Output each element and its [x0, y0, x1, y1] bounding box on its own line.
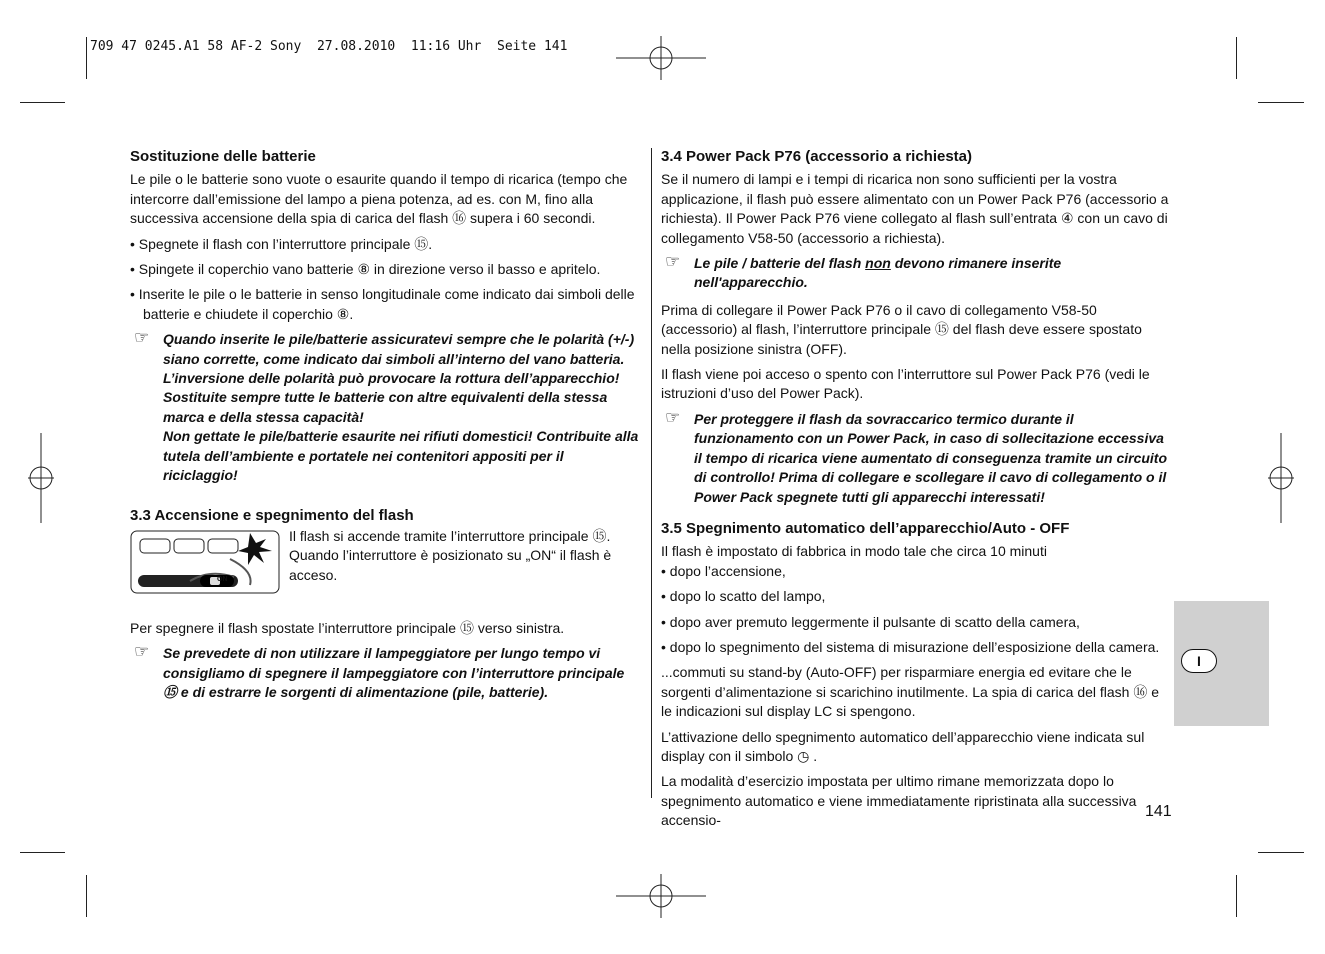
paragraph: L’attivazione dello spegnimento automatico dell’apparecchio viene indicata sul display con il simbolo ◷ . — [661, 728, 1145, 764]
switch-block — [130, 529, 640, 601]
note-text — [694, 254, 1171, 293]
warning-note — [130, 330, 640, 485]
crop-mark — [86, 37, 87, 79]
note-text: Se prevedete di non utilizzare il lampeggiatore per lungo tempo vi consigliamo di spegnere il lampeggiatore con l’interruttore principale ⑮ e di estrarre le sorgenti di alimentazione (pile, batterie). — [163, 645, 625, 701]
section-title: Sostituzione delle batterie — [130, 148, 316, 165]
note-text: Per proteggere il flash da sovraccarico termico durante il funzionamento con un Power Pack, in caso di sollecitazione eccessiva il tempo di ricarica viene aumentato di conseguenza tramite un circuito di controllo! Prima di collegare e scollegare il cavo di collegamento o il Power Pack spegnete tutti gli apparecchi interessati! — [694, 410, 1168, 505]
paragraph: Il flash si accende tramite l’interruttore principale ⑮. Quando l’interruttore è posizionato su „ON“ il flash è acceso. — [289, 527, 612, 583]
section-title: 3.4 Power Pack P76 (accessorio a richiesta) — [661, 148, 973, 165]
registration-mark-icon — [1268, 433, 1294, 523]
list-item: • dopo lo scatto del lampo, — [661, 588, 826, 605]
paragraph: Per spegnere il flash spostate l’interruttore principale ⑮ verso sinistra. — [130, 619, 565, 636]
paragraph: ...commuti su stand-by (Auto-OFF) per risparmiare energia ed evitare che le sorgenti d’alimentazione si scarichino inutilmente. La spia di carica del flash ⑯ e le indicazioni sul display LC si spengono. — [661, 664, 1160, 720]
list-item: • Spingete il coperchio vano batterie ⑧ in direzione verso il basso e apritelo. — [130, 261, 601, 278]
note-text: Non gettate le pile/batterie esaurite nei rifiuti domestici! Contribuite alla tutela dell’ambiente e portatele nei contenitori appositi per il riciclaggio! — [163, 428, 639, 484]
section-title: 3.5 Spegnimento automatico dell’apparecchio/Auto - OFF — [661, 519, 1070, 537]
crop-mark — [1236, 37, 1237, 79]
paragraph: Il flash è impostato di fabbrica in modo tale che circa 10 minuti — [661, 543, 1047, 560]
crop-mark — [1258, 102, 1304, 103]
paragraph: Il flash viene poi acceso o spento con l’interruttore sul Power Pack P76 (vedi le istruzioni d’uso del Power Pack). — [661, 366, 1150, 402]
paragraph: Se il numero di lampi e i tempi di ricarica non sono sufficienti per la vostra applicazione, il flash può essere alimentato con un Power Pack P76 (accessorio a richiesta). Il Power Pack P76 viene collegato al flash sull’entrata ④ con un cavo di collegamento V58-50 (accessorio a richiesta). — [661, 171, 1169, 246]
crop-mark — [86, 875, 87, 917]
list-item: • Inserite le pile o le batterie in senso longitudinale come indicato dai simboli delle batterie e chiudete il coperchio ⑧. — [130, 286, 635, 322]
column-divider — [651, 148, 652, 798]
paragraph: Le pile o le batterie sono vuote o esaurite quando il tempo di ricarica (tempo che intercorre dall’emissione del lampo a piena potenza, ad es. con M, fino alla successiva accensione della spia di carica del flash ⑯ supera i 60 secondi. — [130, 171, 628, 227]
list-item: • dopo l’accensione, — [661, 562, 786, 579]
note-text-part: devono rimanere inserite nell'apparecchio. — [694, 255, 1062, 291]
registration-mark-icon — [28, 433, 54, 523]
language-tab — [1174, 601, 1269, 726]
note-text-underlined: non — [865, 255, 891, 272]
list-item: • dopo aver premuto leggermente il pulsante di scatto della camera, — [661, 613, 1080, 630]
note-text-part: Le pile / batterie del flash — [694, 255, 866, 272]
print-header: 709 47 0245.A1 58 AF-2 Sony 27.08.2010 11:16 Uhr Seite 141 — [90, 39, 568, 54]
crop-mark — [1236, 875, 1237, 917]
warning-note — [130, 644, 640, 702]
list-item: • Spegnete il flash con l’interruttore principale ⑮. — [130, 235, 433, 252]
paragraph: Prima di collegare il Power Pack P76 o il cavo di collegamento V58-50 (accessorio) al flash, l’interruttore principale ⑮ del flash deve essere spostato nella posizione sinistra (OFF). — [661, 301, 1142, 357]
registration-mark-icon — [616, 874, 706, 918]
pointing-hand-icon: ☞ — [134, 642, 150, 662]
language-label: I — [1181, 649, 1217, 673]
pointing-hand-icon: ☞ — [665, 252, 681, 272]
main-switch-illustration-icon — [130, 529, 280, 595]
registration-mark-icon — [616, 36, 706, 80]
crop-mark — [20, 102, 65, 103]
page-number: 141 — [1145, 803, 1172, 820]
warning-note — [661, 407, 1171, 507]
crop-mark — [1258, 852, 1304, 853]
section-title: 3.3 Accensione e spegnimento del flash — [130, 506, 414, 524]
pointing-hand-icon: ☞ — [134, 328, 150, 348]
pointing-hand-icon: ☞ — [665, 407, 681, 427]
left-column — [130, 147, 640, 711]
paragraph: La modalità d’esercizio impostata per ultimo rimane memorizzata dopo lo spegnimento automatico e viene immediatamente ripristinata alla successiva accensio- — [661, 773, 1137, 829]
warning-note — [661, 254, 1171, 293]
list-item: • dopo lo spegnimento del sistema di misurazione dell’esposizione della camera. — [661, 638, 1160, 655]
on-label: ON — [217, 575, 228, 583]
note-text: Quando inserite le pile/batterie assicuratevi sempre che le polarità (+/-) siano corrette, come indicato dai simboli all’interno del vano batteria. L’inversione delle polarità può provocare la rottura dell’apparecchio! Sostituite sempre tutte le batterie con altre equivalenti della stessa marca e della stessa capacità! — [163, 331, 635, 425]
right-column — [661, 147, 1171, 837]
crop-mark — [20, 852, 65, 853]
